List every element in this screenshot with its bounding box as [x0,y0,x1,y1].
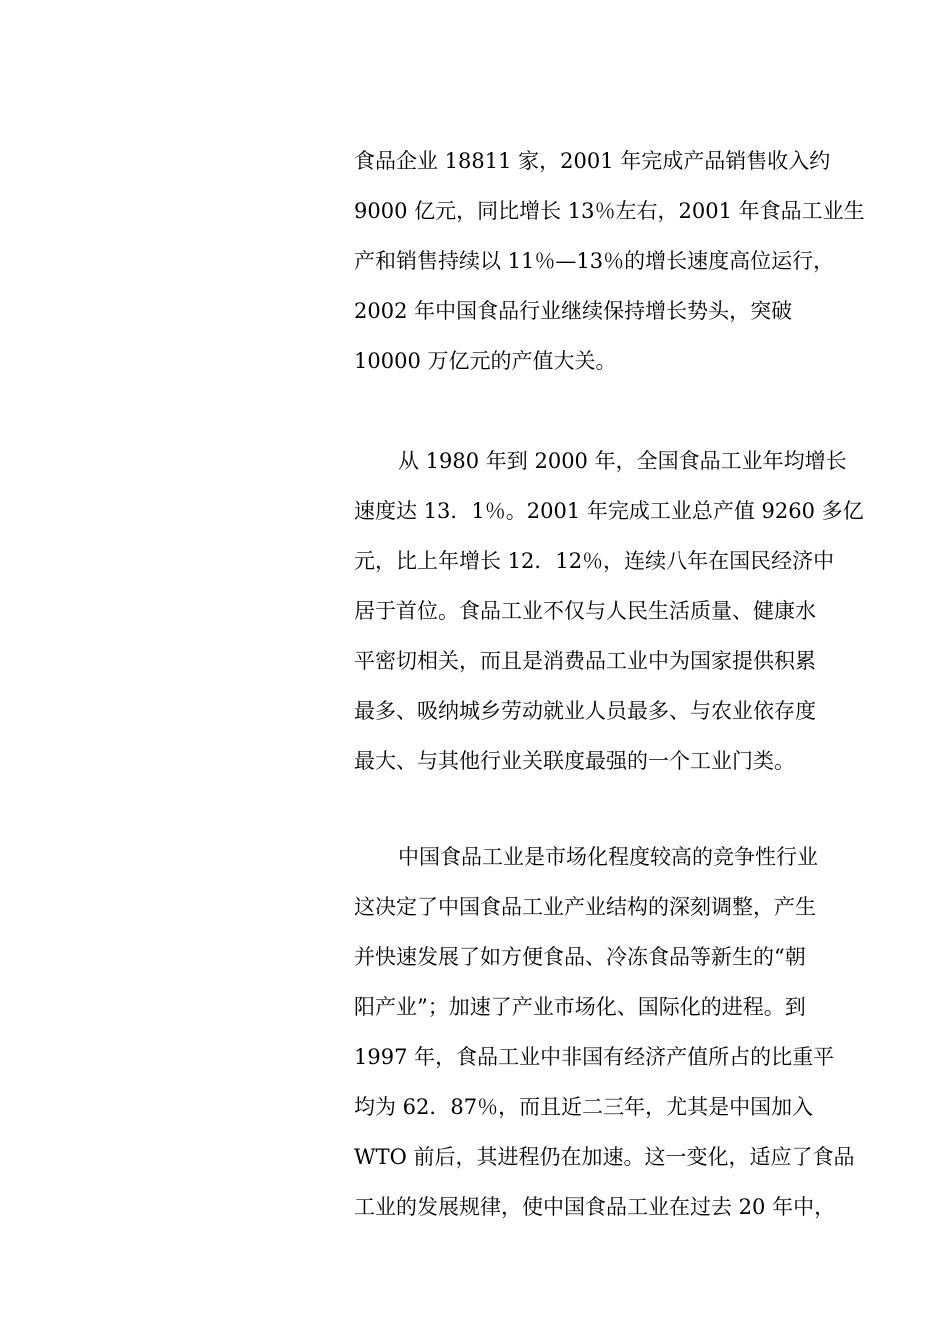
text-line: 最大、与其他行业关联度最强的一个工业门类。 [354,749,795,773]
text-line: 产和销售持续以 11％—13％的增长速度高位运行， [354,249,835,273]
text-line: 居于首位。食品工业不仅与人民生活质量、健康水 [354,599,816,623]
text-line: 中国食品工业是市场化程度较高的竞争性行业 [398,845,818,869]
text-line: 元，比上年增长 12．12％，连续八年在国民经济中 [354,549,835,573]
text-line: 速度达 13．1％。2001 年完成工业总产值 9260 多亿 [354,499,864,523]
text-line: 10000 万亿元的产值大关。 [354,349,617,373]
text-line: 这决定了中国食品工业产业结构的深刻调整，产生 [354,895,816,919]
text-line: 并快速发展了如方便食品、冷冻食品等新生的“朝 [354,945,806,969]
text-line: 均为 62．87％，而且近二三年，尤其是中国加入 [354,1095,814,1119]
text-line: 9000 亿元，同比增长 13％左右，2001 年食品工业生 [354,199,865,223]
text-line: WTO 前后，其进程仍在加速。这一变化，适应了食品 [354,1145,855,1169]
text-line: 平密切相关，而且是消费品工业中为国家提供积累 [354,649,816,673]
text-line: 食品企业 18811 家，2001 年完成产品销售收入约 [354,149,831,173]
text-line: 阳产业”；加速了产业市场化、国际化的进程。到 [354,995,806,1019]
text-line: 从 1980 年到 2000 年，全国食品工业年均增长 [398,449,847,473]
text-line: 最多、吸纳城乡劳动就业人员最多、与农业依存度 [354,699,816,723]
text-line: 工业的发展规律，使中国食品工业在过去 20 年中， [354,1195,836,1219]
text-line: 2002 年中国食品行业继续保持增长势头，突破 [354,299,793,323]
text-line: 1997 年，食品工业中非国有经济产值所占的比重平 [354,1045,835,1069]
